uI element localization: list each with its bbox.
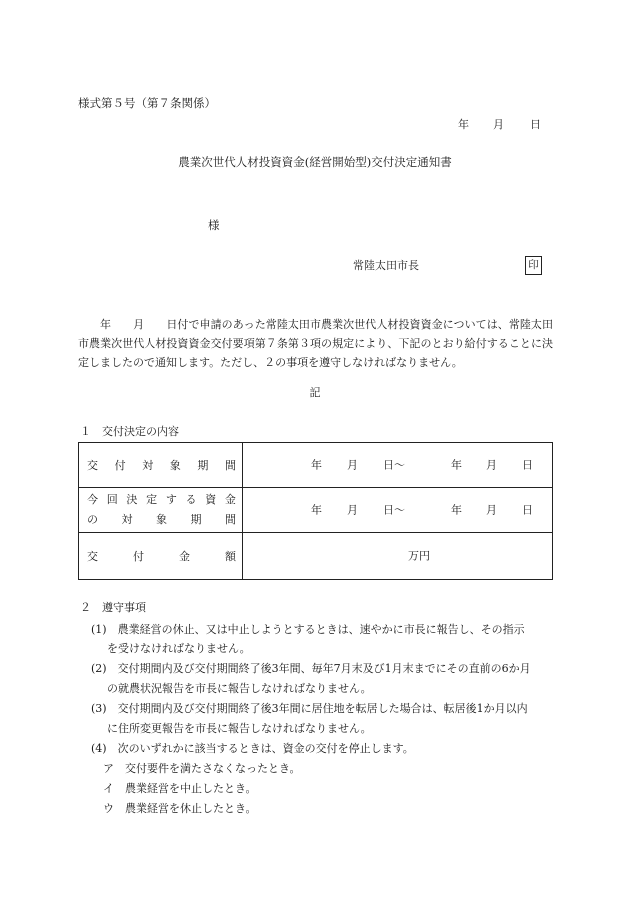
list-item-continuation: の就農状況報告を市長に報告しなければなりません。 [107, 682, 372, 695]
grant-period-value: 年 月 日～ 年 月 日 [243, 443, 553, 488]
label-grant-amount: 交 付 金 額 [79, 533, 243, 580]
seal-box: 印 [525, 256, 542, 275]
list-item: (4) 次のいずれかに該当するときは、資金の交付を停止します。 [91, 742, 414, 755]
list-item: (1) 農業経営の休止、又は中止しようとするときは、速やかに市長に報告し、その指示 [91, 623, 525, 636]
sub-item: ア 交付要件を満たさなくなったとき。 [103, 762, 301, 775]
table-row [79, 443, 553, 488]
sub-item: イ 農業経営を中止したとき。 [103, 782, 257, 795]
sub-item: ウ 農業経営を休止したとき。 [103, 802, 257, 815]
grant-amount-value: 万円 [243, 533, 553, 580]
label-grant-period: 交 付 対 象 期 間 [79, 443, 243, 488]
label-current-fund-period: 今 回 決 定 す る 資 金 の 対 象 期 間 [79, 488, 243, 533]
date-day: 日 [530, 118, 541, 131]
list-item-continuation: に住所変更報告を市長に報告しなければなりません。 [107, 722, 372, 735]
section1-heading: １ 交付決定の内容 [80, 425, 179, 438]
table-row [79, 488, 553, 533]
ki-heading: 記 [309, 386, 321, 399]
table-row [79, 533, 553, 580]
list-item-continuation: を受けなければなりません。 [107, 642, 251, 655]
list-item: (2) 交付期間内及び交付期間終了後3年間、毎年7月末及び1月末までにその直前の6か月 [91, 662, 531, 675]
issue-date [458, 119, 541, 130]
body-paragraph: 年 月 日付で申請のあった常陸太田市農業次世代人材投資資金については、常陸太田市農業次世代人材投資資金交付要項第７条第３項の規定により、下記のとおり給付することに決定しましたので通知します。ただし、２の事項を遵守しなければなりません。 [78, 318, 553, 369]
addressee-suffix: 様 [208, 218, 220, 232]
section2-heading: ２ 遵守事項 [80, 601, 146, 614]
date-month: 月 [493, 118, 504, 131]
grant-decision-table [78, 442, 553, 580]
list-item: (3) 交付期間内及び交付期間終了後3年間に居住地を転居した場合は、転居後1か月以内 [91, 702, 528, 715]
issuer-name: 常陸太田市長 [353, 259, 419, 272]
date-year: 年 [458, 118, 469, 131]
form-number: 様式第５号（第７条関係） [78, 96, 216, 110]
document-title: 農業次世代人材投資資金(経営開始型)交付決定通知書 [178, 155, 452, 169]
current-fund-period-value: 年 月 日～ 年 月 日 [243, 488, 553, 533]
